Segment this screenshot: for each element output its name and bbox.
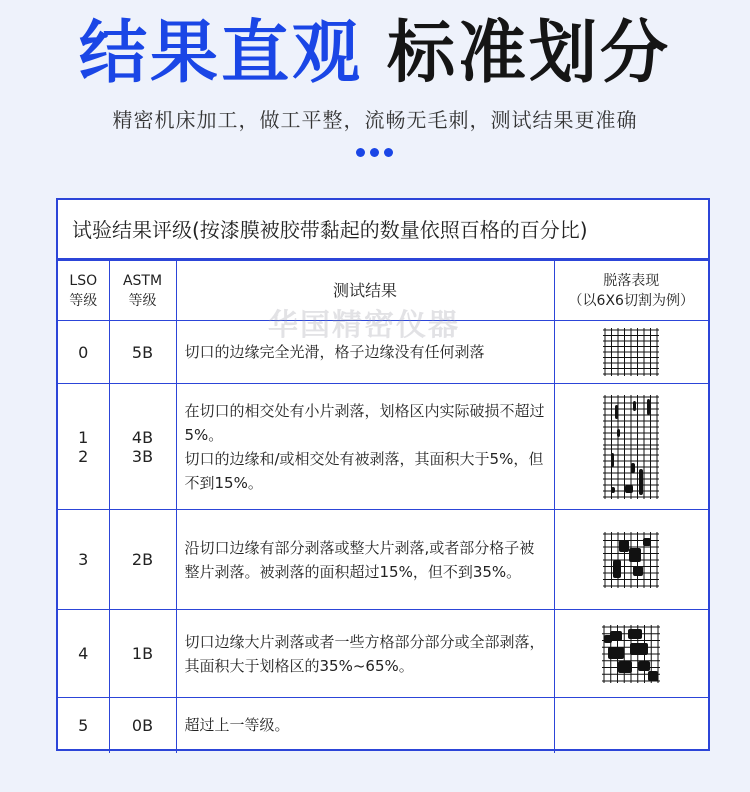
astm-cell: 5B (109, 321, 176, 384)
lso-cell: 3 (58, 510, 109, 610)
headline (0, 14, 750, 94)
pattern-cell (554, 610, 708, 698)
crosshatch-grade-2-icon (603, 447, 659, 499)
lso-cell: 5 (58, 698, 109, 753)
crosshatch-grade-3-icon (603, 532, 659, 588)
crosshatch-grade-0-icon (603, 328, 659, 376)
astm-cell: 1B (109, 610, 176, 698)
headline-blue: 结果直观 (78, 14, 363, 93)
header-lso: LSO 等级 (58, 261, 109, 321)
header-result: 测试结果 (176, 261, 554, 321)
desc-cell: 切口边缘大片剥落或者一些方格部分部分或全部剥落，其面积大于划格区的35%~65%。 (176, 610, 554, 698)
pattern-cell (554, 321, 708, 384)
table-row (58, 321, 708, 384)
astm-cell: 2B (109, 510, 176, 610)
table-row (58, 510, 708, 610)
grade-table (58, 260, 708, 753)
lso-cell: 2 (78, 446, 89, 466)
subtitle: 精密机床加工，做工平整，流畅无毛刺，测试结果更准确 (112, 108, 638, 132)
header-astm: ASTM 等级 (109, 261, 176, 321)
desc-cell: 沿切口边缘有部分剥落或整大片剥落,或者部分格子被整片剥落。被剥落的面积超过15%，但不到35%。 (176, 510, 554, 610)
header-pic: 脱落表现 （以6X6切割为例） (554, 261, 708, 321)
desc-cell: 切口的边缘和/或相交处有被剥落，其面积大于5%，但不到15%。 (184, 449, 544, 492)
astm-cell: 4B (131, 427, 154, 447)
lso-cell: 4 (58, 610, 109, 698)
pattern-cell (554, 510, 708, 610)
watermark: 华国精密仪器 (268, 308, 460, 343)
crosshatch-grade-4-icon (602, 625, 660, 683)
table-row-pair (58, 384, 708, 510)
pattern-cell-empty (554, 698, 708, 753)
desc-cell: 超过上一等级。 (176, 698, 554, 753)
dots-decoration (356, 148, 393, 157)
table-caption: 试验结果评级(按漆膜被胶带黏起的数量依照百格的百分比) (58, 200, 708, 260)
grade-table-panel (56, 198, 710, 751)
table-row (58, 698, 708, 753)
desc-cell: 在切口的相交处有小片剥落，划格区内实际破损不超过5%。 (184, 401, 545, 444)
desc-cell: 切口的边缘完全光滑，格子边缘没有任何剥落 (176, 321, 554, 384)
table-header-row (58, 261, 708, 321)
table-row (58, 610, 708, 698)
astm-cell: 0B (109, 698, 176, 753)
lso-cell: 1 (78, 427, 89, 447)
crosshatch-grade-1-icon (603, 395, 659, 447)
lso-cell: 0 (58, 321, 109, 384)
astm-cell: 3B (131, 446, 154, 466)
headline-black: 标准划分 (387, 14, 672, 93)
